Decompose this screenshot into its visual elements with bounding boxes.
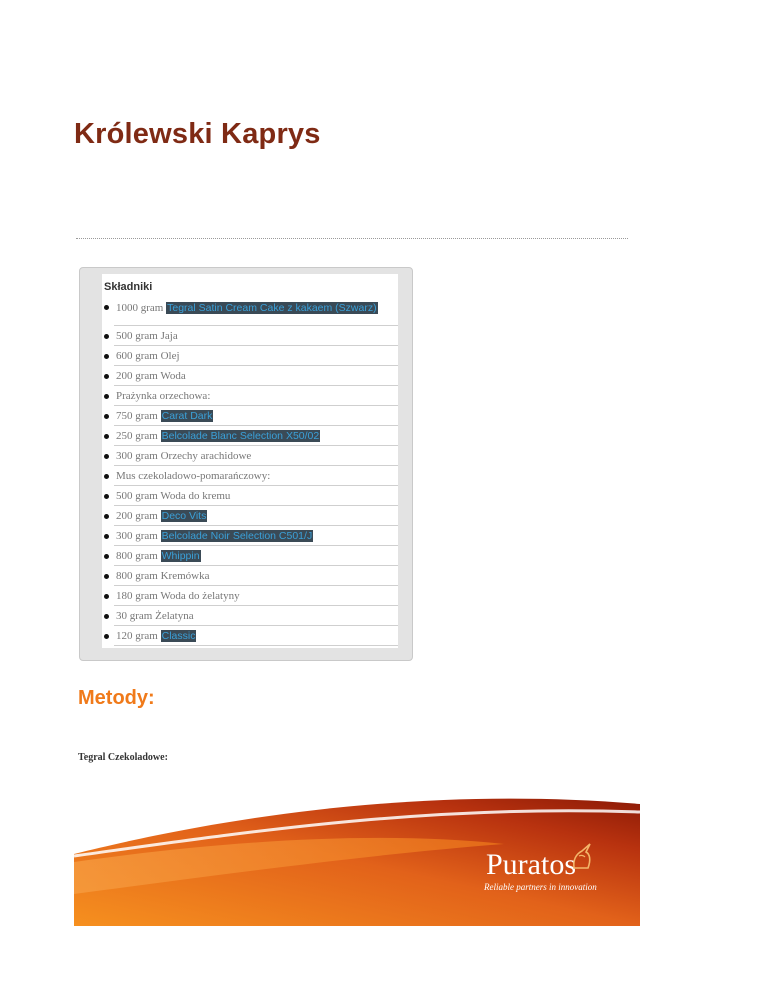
ingredient-quantity: 800 gram [116, 550, 158, 562]
bullet-icon [104, 474, 109, 479]
ingredient-name: Jaja [160, 330, 178, 342]
ingredient-quantity: 200 gram [116, 510, 158, 522]
brand-tagline: Reliable partners in innovation [484, 882, 597, 892]
bullet-icon [104, 394, 109, 399]
ingredient-item [102, 446, 398, 466]
bullet-icon [104, 534, 109, 539]
ingredient-quantity: 30 gram [116, 610, 153, 622]
ingredient-quantity: 300 gram [116, 450, 158, 462]
ingredient-item [102, 586, 398, 606]
ingredient-quantity: 180 gram [116, 590, 158, 602]
ingredient-name: Kremówka [160, 570, 210, 582]
ingredient-item [102, 466, 398, 486]
ingredient-quantity: 120 gram [116, 630, 158, 642]
product-link[interactable]: Belcolade Blanc Selection X50/02 [161, 430, 320, 442]
bullet-icon [104, 305, 109, 310]
ingredient-item [102, 526, 398, 546]
ingredients-list [102, 296, 398, 646]
ingredient-quantity: 800 gram [116, 570, 158, 582]
product-link[interactable]: Deco Vits [161, 510, 207, 522]
dotted-divider [76, 238, 628, 239]
ingredient-item [102, 426, 398, 446]
page-title: Królewski Kaprys [74, 118, 321, 150]
method-subheading: Tegral Czekoladowe: [78, 752, 168, 763]
ingredient-item [102, 366, 398, 386]
bullet-icon [104, 414, 109, 419]
bullet-icon [104, 354, 109, 359]
bullet-icon [104, 634, 109, 639]
ingredient-item [102, 506, 398, 526]
ingredient-name: Woda do żelatyny [160, 590, 240, 602]
product-link[interactable]: Carat Dark [161, 410, 213, 422]
ingredients-content [102, 274, 398, 648]
bullet-icon [104, 614, 109, 619]
product-link[interactable]: Classic [161, 630, 196, 642]
bullet-icon [104, 434, 109, 439]
ingredient-quantity: 200 gram [116, 370, 158, 382]
ingredient-quantity: 500 gram [116, 490, 158, 502]
ingredient-item [102, 296, 398, 326]
ingredient-quantity: 500 gram [116, 330, 158, 342]
ingredients-heading: Składniki [104, 281, 153, 293]
bullet-icon [104, 554, 109, 559]
bullet-icon [104, 374, 109, 379]
product-link[interactable]: Tegral Satin Cream Cake z kakaem (Szwarz) [167, 302, 377, 314]
ingredient-quantity: 250 gram [116, 430, 158, 442]
ingredient-item [102, 346, 398, 366]
ingredient-item [102, 606, 398, 626]
ingredient-item [102, 566, 398, 586]
product-link[interactable]: Belcolade Noir Selection C501/J [161, 530, 313, 542]
ingredient-name: Żelatyna [155, 610, 194, 622]
puratos-banner [74, 784, 640, 926]
ingredient-name: Olej [160, 350, 180, 362]
ingredient-item [102, 546, 398, 566]
product-link[interactable]: Whippin [161, 550, 200, 562]
ingredient-quantity: 750 gram [116, 410, 158, 422]
ingredient-item [102, 386, 398, 406]
brand-name: Puratos [486, 848, 576, 881]
ingredient-name: Woda do kremu [160, 490, 231, 502]
bullet-icon [104, 494, 109, 499]
ingredient-name: Prażynka orzechowa: [116, 390, 211, 402]
ingredient-name: Orzechy arachidowe [160, 450, 252, 462]
bullet-icon [104, 334, 109, 339]
bullet-icon [104, 594, 109, 599]
bullet-icon [104, 514, 109, 519]
ingredient-item [102, 326, 398, 346]
bullet-icon [104, 574, 109, 579]
ingredient-quantity: 600 gram [116, 350, 158, 362]
bullet-icon [104, 454, 109, 459]
ingredient-quantity: 300 gram [116, 530, 158, 542]
ingredient-item [102, 626, 398, 646]
ingredient-item [102, 486, 398, 506]
unicorn-logo-icon [570, 842, 594, 870]
ingredient-name: Mus czekoladowo-pomarańczowy: [116, 470, 271, 482]
ingredient-quantity: 1000 gram [116, 302, 164, 314]
ingredient-item [102, 406, 398, 426]
ingredients-panel [79, 267, 413, 661]
methods-heading: Metody: [78, 687, 155, 709]
ingredient-name: Woda [160, 370, 186, 382]
